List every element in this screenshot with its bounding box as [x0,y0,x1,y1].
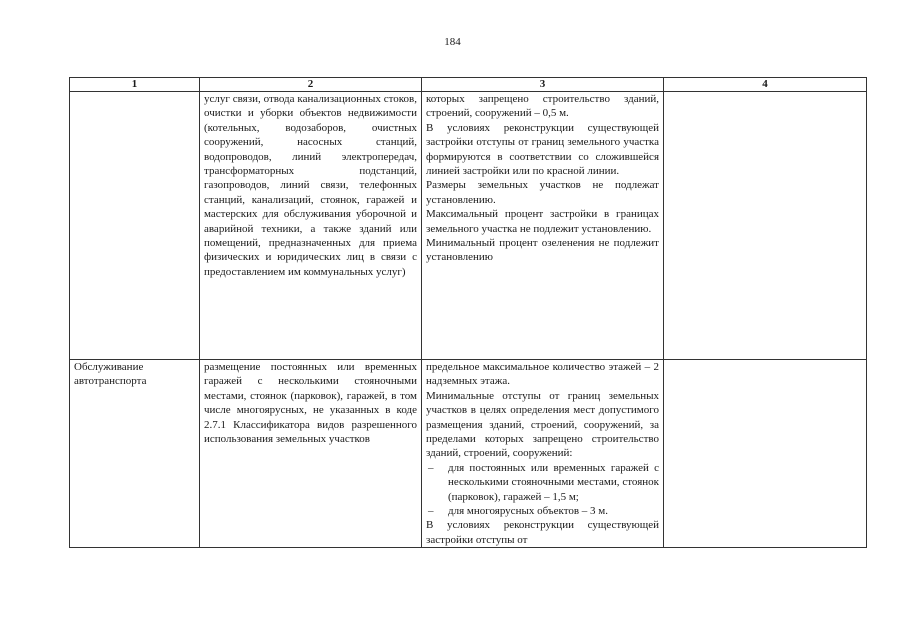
table-header-row [70,78,867,92]
use-description-cell [200,360,422,548]
use-type-cell [70,92,200,360]
page-number: 184 [444,36,461,48]
parameter-text: В условиях реконструкции существующей застройки отступы от границ земельного участка формируются в соответствии со сложившейся линией застройки или по красной линии. [426,121,659,178]
list-item-text: для многоярусных объектов – 3 м. [448,505,609,518]
parameters-cell [422,92,664,360]
use-description-text: размещение постоянных или временных гаражей с несколькими стояночными местами, стоянок (парковок), гаражей, в том числе многоярусных, не указанных в коде 2.7.1 Классификатора видов разрешенного использования земельных участков [204,361,417,446]
parameter-text: которых запрещено строительство зданий, строений, сооружений – 0,5 м. [426,93,659,120]
use-description-text: услуг связи, отвода канализационных стоков, очистки и уборки объектов недвижимости (котельных, водозаборов, очистных сооружений, насосных станций, водопроводов, линий электропередач, трансформаторных подстанций, газопроводов, линий связи, телефонных станций, канализаций, стоянок, гаражей и мастерских для обслуживания уборочной и аварийной техники, а также зданий или помещений, предназначенных для приема физических и юридических лиц в связи с предоставлением им коммунальных услуг) [204,93,417,278]
dash-marker: – [428,505,434,518]
list-item [426,504,659,518]
parameter-text: Минимальный процент озеленения не подлежит установлению [426,237,659,264]
parameter-text: Максимальный процент застройки в границах земельного участка не подлежит установлению. [426,208,659,235]
table-row [70,92,867,360]
table-row [70,360,867,548]
parameter-text: Размеры земельных участков не подлежат установлению. [426,179,659,206]
column-header-3: 3 [422,78,664,92]
regulation-table [69,77,867,548]
parameter-text: Минимальные отступы от границ земельных участков в целях определения мест допустимого размещения зданий, строений, сооружений, за пределами которых запрещено строительство зданий, строений, сооружений: [426,389,659,460]
notes-cell [664,360,867,548]
parameters-cell [422,360,664,548]
list-item-text: для постоянных или временных гаражей с несколькими стояночными местами, стоянок (парковок), гаражей – 1,5 м; [448,461,659,503]
use-type-text: Обслуживание автотранспорта [74,361,147,388]
notes-cell [664,92,867,360]
use-type-cell [70,360,200,548]
column-header-4: 4 [664,78,867,92]
setback-list [426,461,659,519]
parameter-text: В условиях реконструкции существующей застройки отступы от [426,519,659,546]
list-item [426,461,659,504]
parameter-text: предельное максимальное количество этажей – 2 надземных этажа. [426,361,659,388]
use-description-cell [200,92,422,360]
column-header-2: 2 [200,78,422,92]
column-header-1: 1 [70,78,200,92]
dash-marker: – [428,461,434,474]
